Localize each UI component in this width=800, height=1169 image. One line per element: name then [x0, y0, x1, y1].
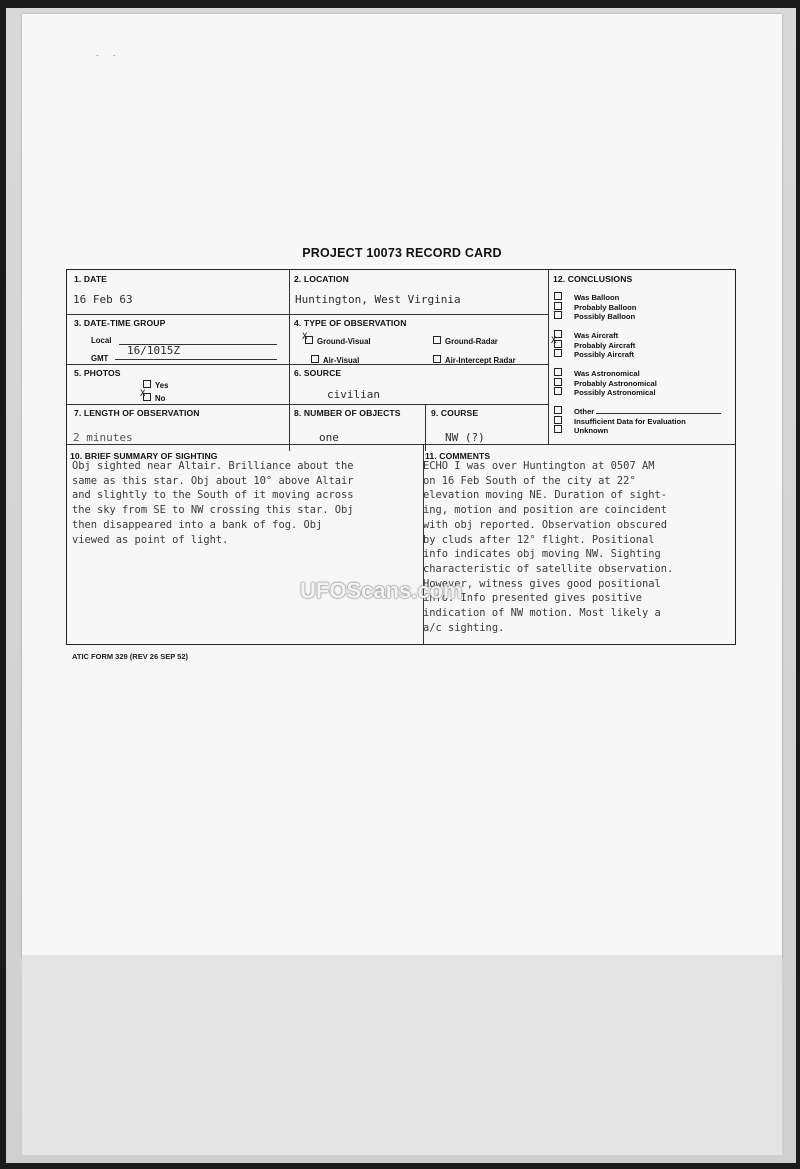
conclusion-label: Probably Astronomical — [574, 378, 657, 388]
conclusion-option — [554, 378, 657, 388]
checkbox-air-visual — [311, 355, 319, 363]
divider-h3 — [67, 404, 548, 405]
conclusion-option — [554, 349, 634, 359]
conclusion-option — [554, 425, 608, 435]
gmt-value: 16/1015Z — [127, 344, 180, 357]
source-value: civilian — [327, 388, 380, 401]
conclusion-label: Probably Balloon — [574, 302, 637, 312]
text-line: However, witness gives good positional — [423, 577, 661, 590]
date-value: 16 Feb 63 — [73, 293, 133, 306]
location-label: 2. LOCATION — [294, 274, 349, 284]
text-line: elevation moving NE. Duration of sight- — [423, 489, 667, 502]
text-line: the sky from SE to NW crossing this star. Obj — [72, 504, 354, 517]
comments-label: 11. COMMENTS — [425, 451, 491, 461]
conclusion-label: Possibly Astronomical — [574, 388, 656, 398]
date-label: 1. DATE — [74, 274, 108, 284]
conclusion-checkbox — [554, 387, 562, 395]
photos-no: XNo — [143, 393, 165, 403]
conclusion-option — [554, 406, 721, 416]
conclusion-label: Probably Aircraft — [574, 340, 636, 350]
text-line: with obj reported. Observation obscured — [423, 518, 667, 531]
conclusion-option — [554, 368, 640, 378]
conclusion-option — [554, 311, 635, 321]
conclusion-option — [554, 387, 656, 397]
text-line: same as this star. Obj about 10° above Altair — [72, 474, 354, 487]
conclusions-label: 12. CONCLUSIONS — [553, 274, 633, 284]
conclusion-option — [554, 302, 636, 312]
form-footer: ATIC FORM 329 (REV 26 SEP 52) — [72, 652, 189, 661]
local-label: Local — [91, 336, 112, 345]
conclusion-checkbox — [554, 302, 562, 310]
text-line: info. Info presented gives positive — [423, 592, 642, 605]
divider-h4 — [67, 444, 735, 445]
conclusion-label: Was Astronomical — [574, 369, 640, 378]
text-line: on 16 Feb South of the city at 22° — [423, 474, 636, 487]
photos-label: 5. PHOTOS — [74, 368, 121, 378]
text-line: characteristic of satellite observation. — [423, 562, 674, 575]
other-line — [596, 413, 721, 414]
text-line: viewed as point of light. — [72, 533, 229, 546]
conclusion-checkbox — [554, 368, 562, 376]
divider-h1 — [67, 314, 548, 315]
conclusion-checkbox — [554, 425, 562, 433]
conclusion-label: Insufficient Data for Evaluation — [574, 416, 686, 426]
type-label: 4. TYPE OF OBSERVATION — [294, 318, 407, 328]
num-objects-label: 8. NUMBER OF OBJECTS — [294, 408, 401, 418]
checkbox-photos-no — [143, 393, 151, 401]
conclusion-label: Possibly Aircraft — [574, 350, 635, 360]
text-line: then disappeared into a bank of fog. Obj — [72, 518, 323, 531]
conclusion-label: Was Aircraft — [574, 331, 619, 340]
conclusion-label: Possibly Balloon — [574, 312, 636, 322]
conclusion-label: Unknown — [574, 426, 609, 436]
type-air-visual: Air-Visual — [311, 355, 359, 365]
conclusion-label: Was Balloon — [574, 293, 620, 302]
course-label: 9. COURSE — [431, 408, 479, 418]
text-line: ing, motion and position are coincident — [423, 504, 667, 517]
conclusion-option — [554, 340, 635, 350]
checkbox-air-intercept-radar — [433, 355, 441, 363]
paper-specks: . . — [96, 48, 122, 58]
num-objects-value: one — [319, 431, 339, 444]
conclusion-label: Other — [574, 407, 595, 416]
conclusion-checkbox — [554, 349, 562, 357]
text-line: by cluds after 12° flight. Positional — [423, 533, 655, 546]
divider-v-conclusions — [548, 270, 549, 444]
course-value: NW (?) — [445, 431, 485, 444]
text-line: ECHO I was over Huntington at 0507 AM — [423, 460, 655, 472]
watermark: UFOScans.com — [300, 578, 463, 603]
datetime-label: 3. DATE-TIME GROUP — [74, 318, 166, 328]
checkbox-ground-visual — [305, 336, 313, 344]
checkbox-photos-yes — [143, 380, 151, 388]
location-value: Huntington, West Virginia — [295, 293, 461, 306]
checkbox-ground-radar — [433, 336, 441, 344]
text-line: info indicates obj moving NW. Sighting — [423, 548, 661, 561]
conclusion-option — [554, 330, 618, 340]
lower-paper-sheet — [22, 955, 782, 1155]
divider-v1 — [289, 270, 290, 451]
conclusion-checkbox — [554, 292, 562, 300]
conclusion-checkbox — [554, 416, 562, 424]
type-ground-visual: XGround-Visual — [305, 336, 371, 346]
conclusion-checkbox — [554, 406, 562, 414]
conclusion-checkbox — [554, 378, 562, 386]
conclusion-option — [554, 292, 619, 302]
length-value: 2 minutes — [73, 431, 133, 444]
length-label: 7. LENGTH OF OBSERVATION — [74, 408, 200, 418]
conclusion-checkbox — [554, 340, 562, 348]
type-air-intercept-radar: Air-Intercept Radar — [433, 355, 516, 365]
summary-label: 10. BRIEF SUMMARY OF SIGHTING — [70, 451, 218, 461]
gmt-line — [115, 359, 277, 360]
type-ground-radar: Ground-Radar — [433, 336, 498, 346]
text-line: indication of NW motion. Most likely a — [423, 607, 661, 620]
conclusion-option — [554, 416, 686, 426]
text-line: Obj sighted near Altair. Brilliance about the — [72, 460, 354, 472]
photos-yes: Yes — [143, 380, 168, 390]
conclusion-checkbox — [554, 311, 562, 319]
gmt-label: GMT — [91, 354, 109, 363]
source-label: 6. SOURCE — [294, 368, 342, 378]
text-line: a/c sighting. — [423, 621, 505, 634]
text-line: and slightly to the South of it moving across — [72, 489, 354, 502]
summary-text — [72, 459, 354, 547]
card-title: PROJECT 10073 RECORD CARD — [302, 246, 502, 260]
comments-text — [423, 459, 673, 635]
